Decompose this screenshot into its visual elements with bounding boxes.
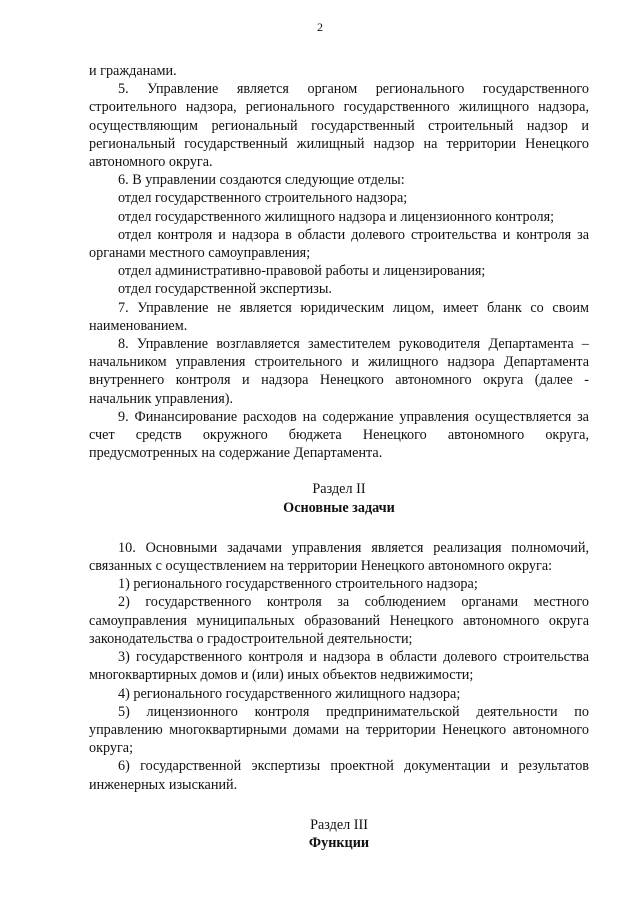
- paragraph: отдел контроля и надзора в области долевого строительства и контроля за органами местного самоуправления;: [89, 226, 589, 262]
- paragraph: 9. Финансирование расходов на содержание управления осуществляется за счет средств окружного бюджета Ненецкого автономного округа, предусмотренных на содержание Департамента.: [89, 408, 589, 462]
- document-body: [89, 62, 589, 852]
- paragraph: 5) лицензионного контроля предпринимательской деятельности по управлению многоквартирными домами на территории Ненецкого автономного округа;: [89, 703, 589, 757]
- paragraph: 1) регионального государственного строительного надзора;: [118, 576, 478, 593]
- spacer: [89, 794, 589, 816]
- paragraph: отдел административно-правовой работы и лицензирования;: [118, 263, 486, 280]
- paragraph: отдел государственной экспертизы.: [118, 281, 332, 298]
- paragraph: 5. Управление является органом регионального государственного строительного надзора, регионального государственного жилищного надзора, осуществляющим региональный государственный строительный надзор и региональный государственный жилищный надзор на территории Ненецкого автономного округа.: [89, 81, 589, 171]
- paragraph: отдел государственного жилищного надзора и лицензионного контроля;: [118, 208, 555, 225]
- paragraphs-top: [89, 62, 589, 462]
- paragraph: отдел государственного строительного надзора;: [118, 190, 408, 207]
- spacer: [89, 462, 589, 480]
- paragraph: 7. Управление не является юридическим лицом, имеет бланк со своим наименованием.: [89, 299, 589, 334]
- paragraph: 6. В управлении создаются следующие отделы:: [118, 172, 405, 189]
- section-2-label: Раздел II: [312, 481, 366, 498]
- paragraph: 10. Основными задачами управления является реализация полномочий, связанных с осуществлением на территории Ненецкого автономного округа:: [89, 539, 589, 575]
- paragraphs-section-2: [89, 539, 589, 794]
- page-number: 2: [317, 20, 323, 34]
- paragraph: 3) государственного контроля и надзора в области долевого строительства многоквартирных домов и (или) иных объектов недвижимости;: [89, 649, 589, 684]
- paragraph: 8. Управление возглавляется заместителем руководителя Департамента – начальником управления строительного и жилищного надзора Департамента внутреннего контроля и надзора Ненецкого автономного округа (далее - начальник управления).: [89, 336, 589, 407]
- paragraph: 6) государственной экспертизы проектной документации и результатов инженерных изысканий.: [89, 758, 589, 793]
- paragraph: 4) регионального государственного жилищного надзора;: [118, 685, 461, 702]
- section-3-label: Раздел III: [310, 816, 368, 833]
- section-2-title: Основные задачи: [283, 499, 395, 516]
- paragraph: и гражданами.: [89, 63, 177, 79]
- spacer: [89, 517, 589, 539]
- paragraph: 2) государственного контроля за соблюдением органами местного самоуправления муниципальных образований Ненецкого автономного округа законодательства о градостроительной деятельности;: [89, 594, 589, 647]
- section-3-title: Функции: [308, 834, 370, 851]
